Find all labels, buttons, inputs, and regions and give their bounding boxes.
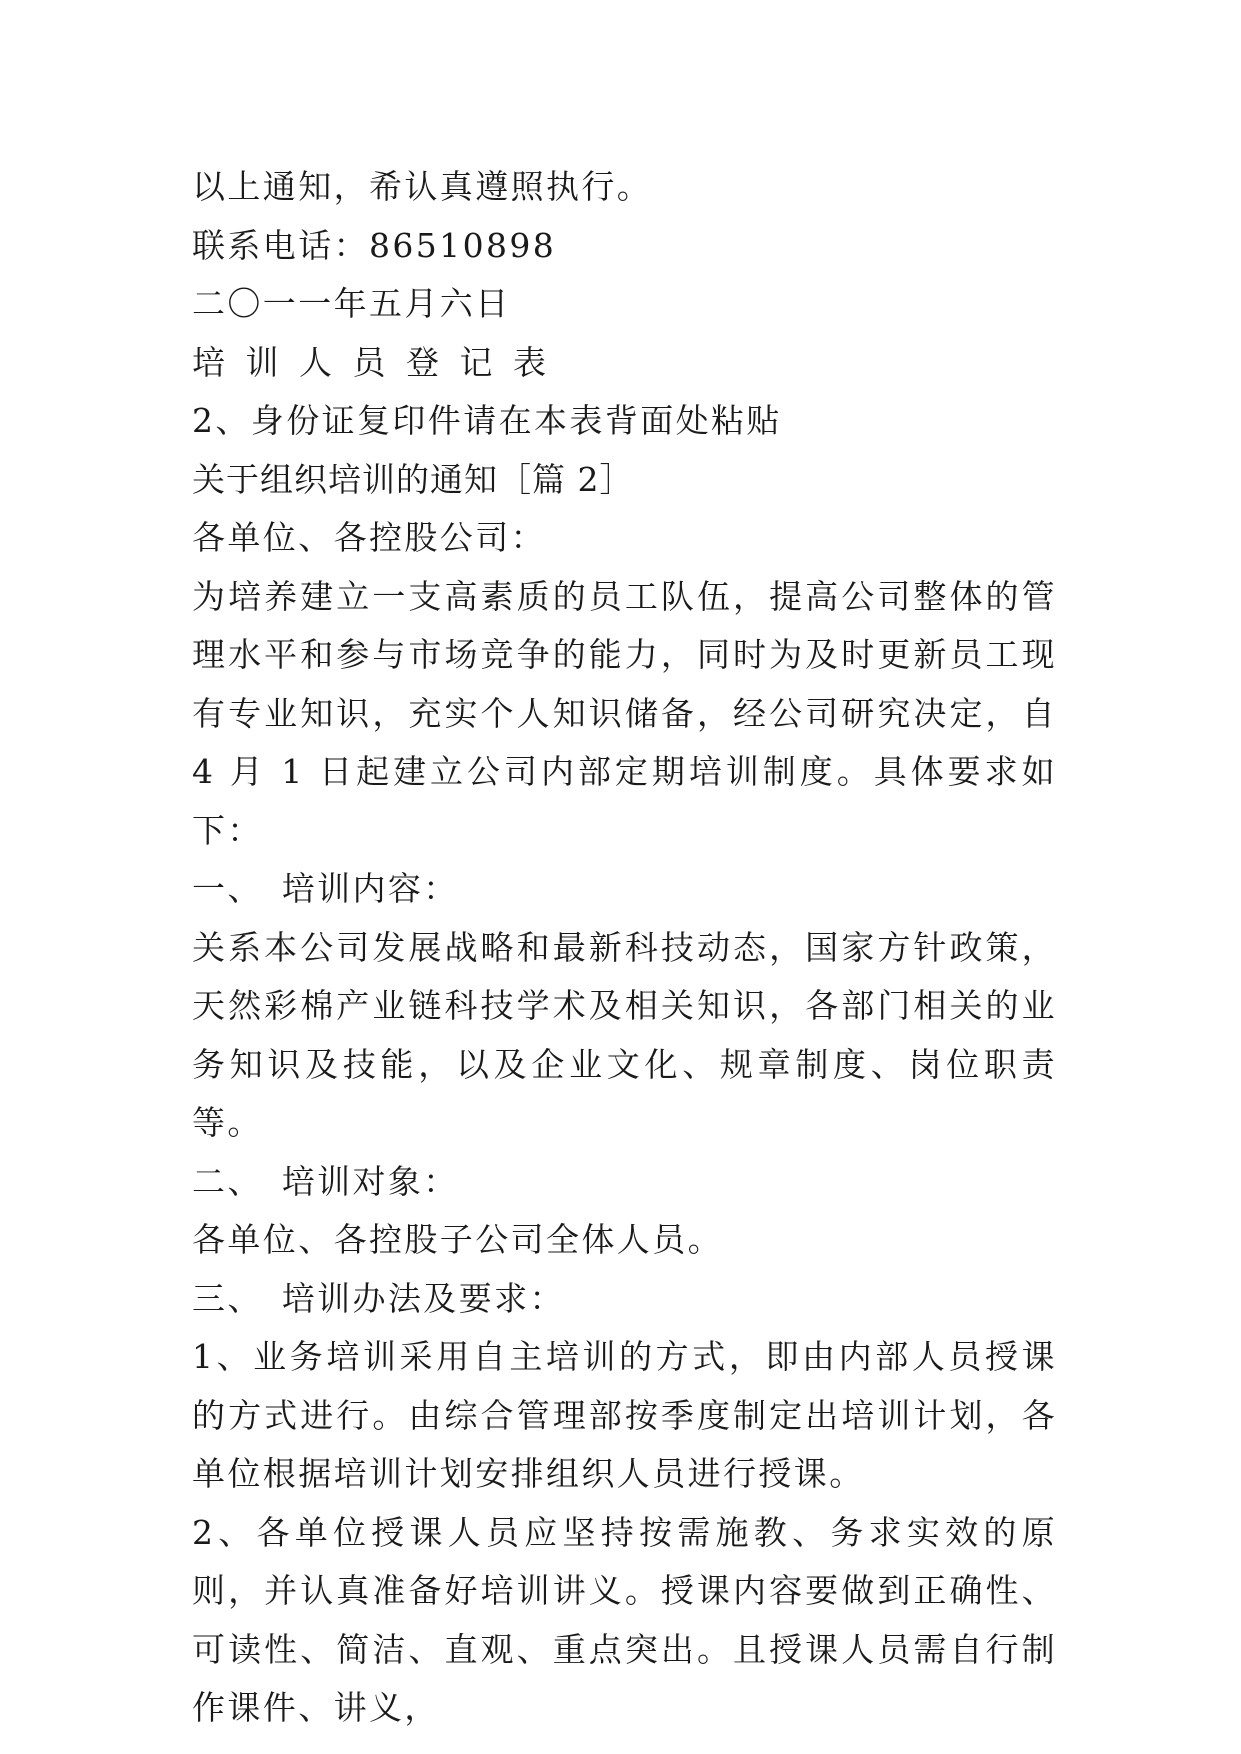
contact-phone: 联系电话：86510898 xyxy=(192,225,557,265)
section-heading-methods: 三、 培训办法及要求： xyxy=(192,1278,565,1318)
audience-paragraph: 各单位、各控股子公司全体人员。 xyxy=(192,1220,723,1259)
method-item-2: 2、各单位授课人员应坚持按需施教、务求实效的原则，并认真准备好培训讲义。授课内容要做到正确性、可读性、简洁、直观、重点突出。且授课人员需自行制作课件、讲义， xyxy=(192,1512,1057,1727)
notice-title: 关于组织培训的通知［篇 2］ xyxy=(192,459,634,499)
id-copy-note: 2、身份证复印件请在本表背面处粘贴 xyxy=(192,401,782,440)
registration-form-title: 培 训 人 员 登 记 表 xyxy=(192,342,551,382)
intro-paragraph: 为培养建立一支高素质的员工队伍，提高公司整体的管理水平和参与市场竞争的能力，同时为及时更新员工现有专业知识，充实个人知识储备，经公司研究决定，自 4 月 1 日起建立公司内部定期培训制度。具体要求如下： xyxy=(192,576,1057,850)
section-heading-content: 一、 培训内容： xyxy=(192,869,459,908)
salutation: 各单位、各控股公司： xyxy=(192,518,546,557)
method-item-1: 1、业务培训采用自主培训的方式，即由内部人员授课的方式进行。由综合管理部按季度制定出培训计划，各单位根据培训计划安排组织人员进行授课。 xyxy=(192,1337,1057,1493)
date-line: 二〇一一年五月六日 xyxy=(192,284,511,323)
content-paragraph: 关系本公司发展战略和最新科技动态，国家方针政策，天然彩棉产业链科技学术及相关知识，各部门相关的业务知识及技能，以及企业文化、规章制度、岗位职责等。 xyxy=(192,927,1057,1142)
closing-note: 以上通知，希认真遵照执行。 xyxy=(192,167,653,206)
section-heading-audience: 二、 培训对象： xyxy=(192,1161,459,1201)
document-body xyxy=(192,158,1057,1738)
